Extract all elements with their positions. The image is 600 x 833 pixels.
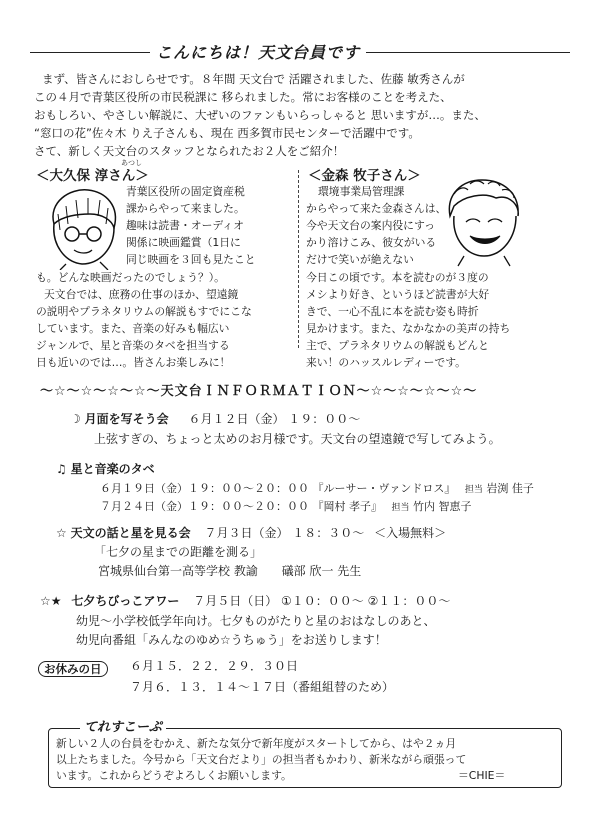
staff-text-line: ジャンルで、星と音楽のタベを担当する bbox=[36, 339, 230, 352]
event-kids bbox=[40, 592, 450, 611]
schedule-row bbox=[100, 498, 472, 517]
event-title: 月面を写そう会 bbox=[84, 412, 169, 426]
event-time: ７月３日（金） １８：３０〜 bbox=[204, 526, 365, 540]
music-note-icon: ♫ bbox=[56, 462, 67, 476]
staff-name: ＜大久保 淳さん＞ bbox=[36, 168, 149, 184]
staff-text-line: 青葉区役所の固定資産税 bbox=[126, 185, 245, 198]
staff-text-line: だけで笑いが絶えない bbox=[306, 253, 414, 266]
event-time: ７月５日（日） ①１０：００〜 ②１１：００〜 bbox=[193, 594, 451, 608]
schedule-person: 岩渕 佳子 bbox=[486, 482, 534, 495]
staff-text-line: 趣味は読書・オーディオ bbox=[126, 219, 244, 232]
intro-line: おもしろい、やさしい解説に、大ぜいのファンもいらっしゃると 思いますが…。また、 bbox=[34, 108, 486, 122]
moon-icon: ☽ bbox=[70, 412, 81, 426]
event-talk bbox=[56, 524, 446, 543]
staff-text-line: 関係に映画鑑賞（1日に bbox=[126, 236, 241, 249]
staff-text-line: きで、一心不乱に本を読む姿も時折 bbox=[306, 305, 479, 318]
intro-line: “窓口の花”佐々木 りえ子さんも、現在 西多賀市民センターで活躍中です。 bbox=[34, 126, 420, 140]
page-title: こんにちは！天文台員です bbox=[150, 40, 366, 63]
footer-signature: ＝CHIE＝ bbox=[458, 769, 506, 782]
staff-text-line: 同じ映画を３回も見たこと bbox=[126, 253, 256, 266]
schedule-role: 担当 bbox=[464, 485, 483, 495]
footer-label: てれすこーぷ bbox=[80, 716, 166, 735]
schedule-program: 『岡村 孝子』 bbox=[312, 500, 382, 513]
staff-text-line: からやって来た金森さんは、 bbox=[306, 202, 447, 215]
staff-text-line: 来い！のハッスルレディーです。 bbox=[306, 356, 466, 369]
staff-name-ruby: あつし bbox=[121, 159, 142, 167]
holiday-dates: ７月６．１３．１４〜１７日（番組組替のため） bbox=[130, 680, 395, 694]
event-time: ６月１２日（金） １９：００〜 bbox=[188, 412, 361, 426]
schedule-date: ６月１９日（金）１９：００〜２０：００ bbox=[100, 482, 309, 495]
event-title: 天文の話と星を見る会 bbox=[70, 526, 191, 540]
speaker bbox=[98, 562, 361, 581]
speaker-name: 礒部 欣一 先生 bbox=[281, 564, 362, 578]
holiday-label: お休みの日 bbox=[38, 661, 108, 677]
staff-text-line: 天文台では、庶務の仕事のほか、望遠鏡 bbox=[44, 288, 239, 301]
holiday-badge bbox=[38, 658, 108, 677]
holiday-dates: ６月１５．２２．２９．３０日 bbox=[130, 659, 299, 673]
footer-line: 新しい２人の台員をむかえ、新たな気分で新年度がスタートしてから、はや２ヵ月 bbox=[56, 737, 457, 750]
event-detail: 幼児〜小学校低学年向け。七夕ものがたりと星のおはなしのあと、 bbox=[76, 614, 436, 628]
footer-line: います。これからどうぞよろしくお願いします。 bbox=[56, 769, 292, 782]
speaker-affiliation: 宮城県仙台第一高等学校 教諭 bbox=[98, 564, 258, 578]
intro-line: この４月で青葉区役所の市民税課に 移られました。常にお客様のことを考えた、 bbox=[34, 90, 452, 104]
intro-line: まず、皆さんにおしらせです。８年間 天文台で 活躍されました、佐藤 敏秀さんが bbox=[42, 72, 465, 86]
intro-line: さて、新しく天文台のスタッフとなられたお２人をご紹介！ bbox=[34, 144, 345, 158]
staff-text-line: 課からやって来ました。 bbox=[126, 202, 245, 215]
staff-text-line: 環境事業局管理課 bbox=[318, 185, 405, 198]
staff-text-line: 今日この頃です。本を読むのが３度の bbox=[306, 271, 489, 284]
staff-text-line: 見かけます。また、なかなかの美声の持ち bbox=[306, 322, 511, 335]
staff-text-line: しています。また、音楽の好みも幅広い bbox=[36, 322, 230, 335]
schedule-role: 担当 bbox=[391, 503, 410, 513]
stars-icon: ☆★ bbox=[40, 594, 62, 608]
schedule-person: 竹内 智恵子 bbox=[413, 500, 472, 513]
event-subtitle: 「七夕の星までの距離を測る」 bbox=[94, 545, 263, 559]
schedule-row bbox=[100, 480, 534, 499]
staff-text-line: 今や天文台の案内役にすっ bbox=[306, 219, 435, 232]
event-detail: 上弦すぎの、ちょっと太めのお月様です。天文台の望遠鏡で写してみよう。 bbox=[94, 432, 501, 446]
info-heading: 〜☆〜☆〜☆〜☆〜天文台ＩＮＦＯＲＭＡＴＩＯＮ〜☆〜☆〜☆〜☆〜 bbox=[40, 384, 478, 399]
footer-line: 以上たちました。今号から「天文台だより」の担当者もかわり、新米ながら頑張って bbox=[56, 753, 467, 766]
star-icon: ☆ bbox=[56, 526, 67, 540]
portrait-sketch bbox=[440, 176, 526, 272]
column-divider bbox=[298, 170, 299, 348]
event-moon bbox=[70, 410, 360, 429]
schedule-program: 『ルーサー・ヴァンドロス』 bbox=[312, 482, 456, 495]
admission-note: ＜入場無料＞ bbox=[374, 526, 447, 540]
event-title: 星と音楽のタベ bbox=[70, 462, 155, 476]
event-title: 七夕ちびっこアワー bbox=[71, 594, 180, 608]
schedule-date: ７月２４日（金）１９：００〜２０：００ bbox=[100, 500, 309, 513]
event-music bbox=[56, 460, 155, 479]
staff-text-line: の説明やプラネタリウムの解説もすでにこな bbox=[36, 305, 252, 318]
staff-text-line: 主で、プラネタリウムの解説もどんと bbox=[306, 339, 489, 352]
staff-text-line: かり溶けこみ、彼女がいる bbox=[306, 236, 437, 249]
event-detail: 幼児向番組「みんなのゆめ☆うちゅう」をお送りします！ bbox=[76, 633, 387, 647]
staff-name: ＜金森 牧子さん＞ bbox=[308, 168, 421, 184]
staff-text-line: メシより好き、というほど読書が大好 bbox=[306, 288, 490, 301]
staff-text-line: も。どんな映画だったのでしょう？）。 bbox=[36, 271, 225, 284]
staff-text-line: 日も近いのでは…。皆さんお楽しみに！ bbox=[36, 356, 231, 369]
section-header bbox=[30, 40, 570, 64]
portrait-sketch bbox=[40, 184, 124, 274]
